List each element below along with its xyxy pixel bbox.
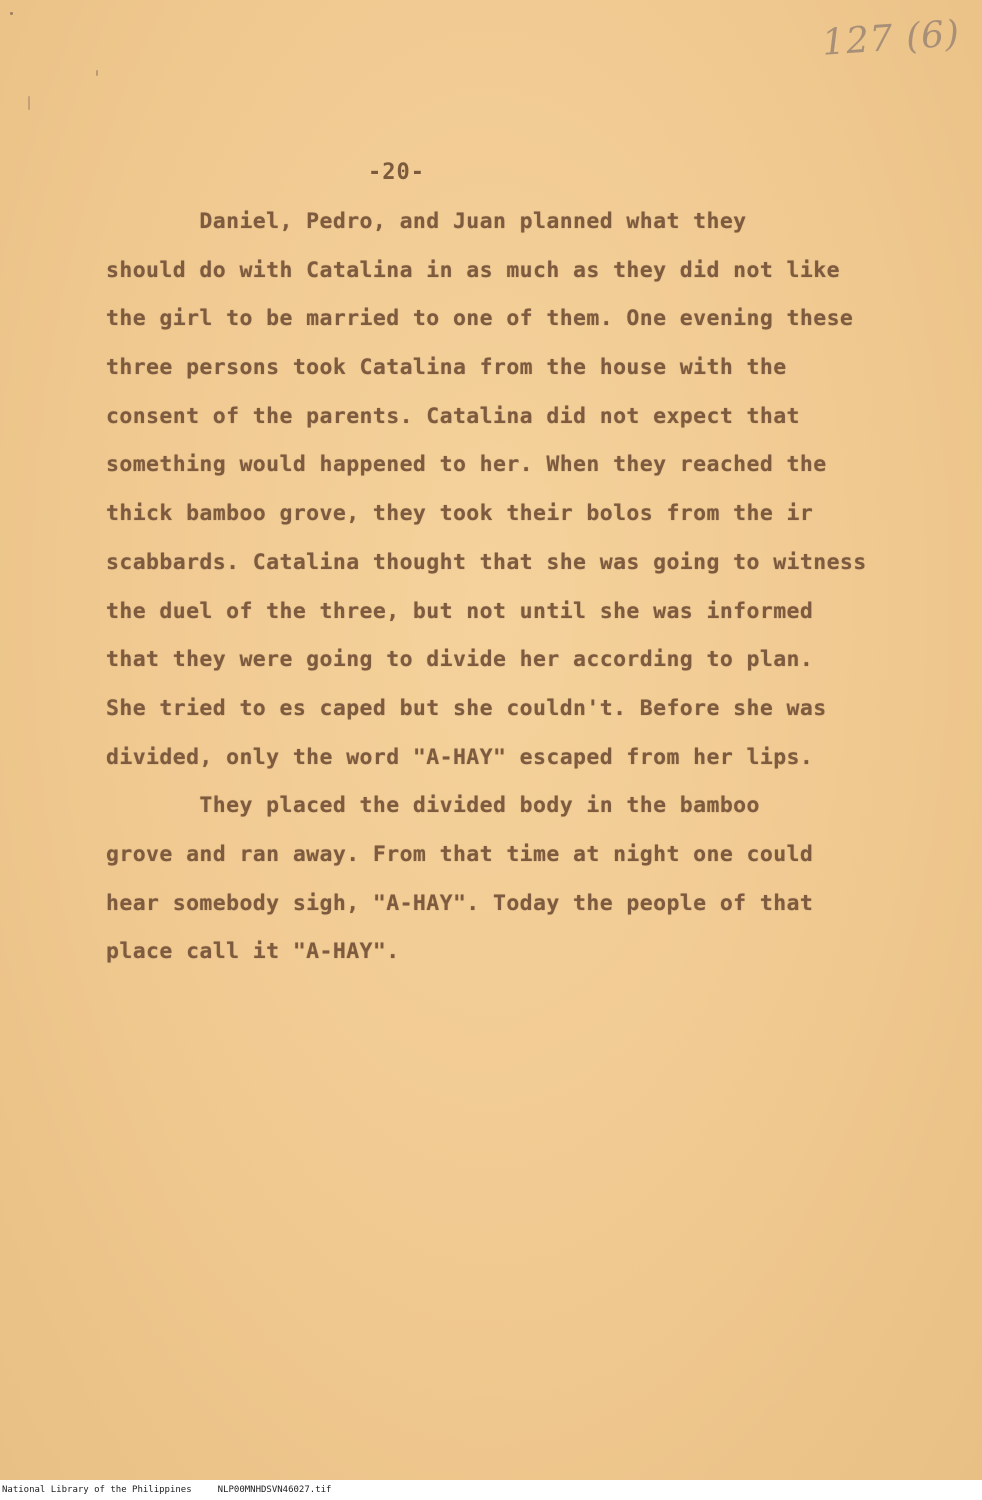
- text-line: the girl to be married to one of them. One evening these: [106, 306, 854, 332]
- text-line: Daniel, Pedro, and Juan planned what they: [106, 209, 747, 234]
- paper-speck: [10, 12, 13, 15]
- text-line: grove and ran away. From that time at night one could: [106, 841, 814, 867]
- text-line: thick bamboo grove, they took their bolos from the ir: [106, 501, 814, 527]
- paper-speck: [96, 70, 98, 76]
- text-line: hear somebody sigh, "A-HAY". Today the people of that: [106, 890, 814, 916]
- text-line: should do with Catalina in as much as they did not like: [106, 257, 840, 283]
- text-line: three persons took Catalina from the house with the: [106, 355, 787, 381]
- paper-speck: [28, 96, 30, 110]
- scan-footer: [0, 1480, 982, 1500]
- text-line: They placed the divided body in the bamboo: [106, 793, 760, 819]
- text-line: scabbards. Catalina thought that she was going to witness: [106, 549, 867, 575]
- page-number: -20-: [368, 160, 425, 185]
- footer-library: National Library of the Philippines: [2, 1485, 192, 1495]
- text-line: She tried to es caped but she couldn't. Before she was: [106, 695, 827, 721]
- text-line: the duel of the three, but not until she was informed: [106, 598, 814, 624]
- typed-body-text: [106, 198, 946, 977]
- text-line: consent of the parents. Catalina did not expect that: [106, 403, 800, 429]
- text-line: something would happened to her. When they reached the: [106, 452, 827, 478]
- text-line: divided, only the word "A-HAY" escaped from her lips.: [106, 744, 814, 770]
- text-line: place call it "A-HAY".: [106, 939, 400, 965]
- text-line: that they were going to divide her according to plan.: [106, 647, 814, 673]
- handwritten-reference: 127 (6): [820, 13, 962, 64]
- footer-filename: NLP00MNHDSVN46027.tif: [217, 1485, 332, 1495]
